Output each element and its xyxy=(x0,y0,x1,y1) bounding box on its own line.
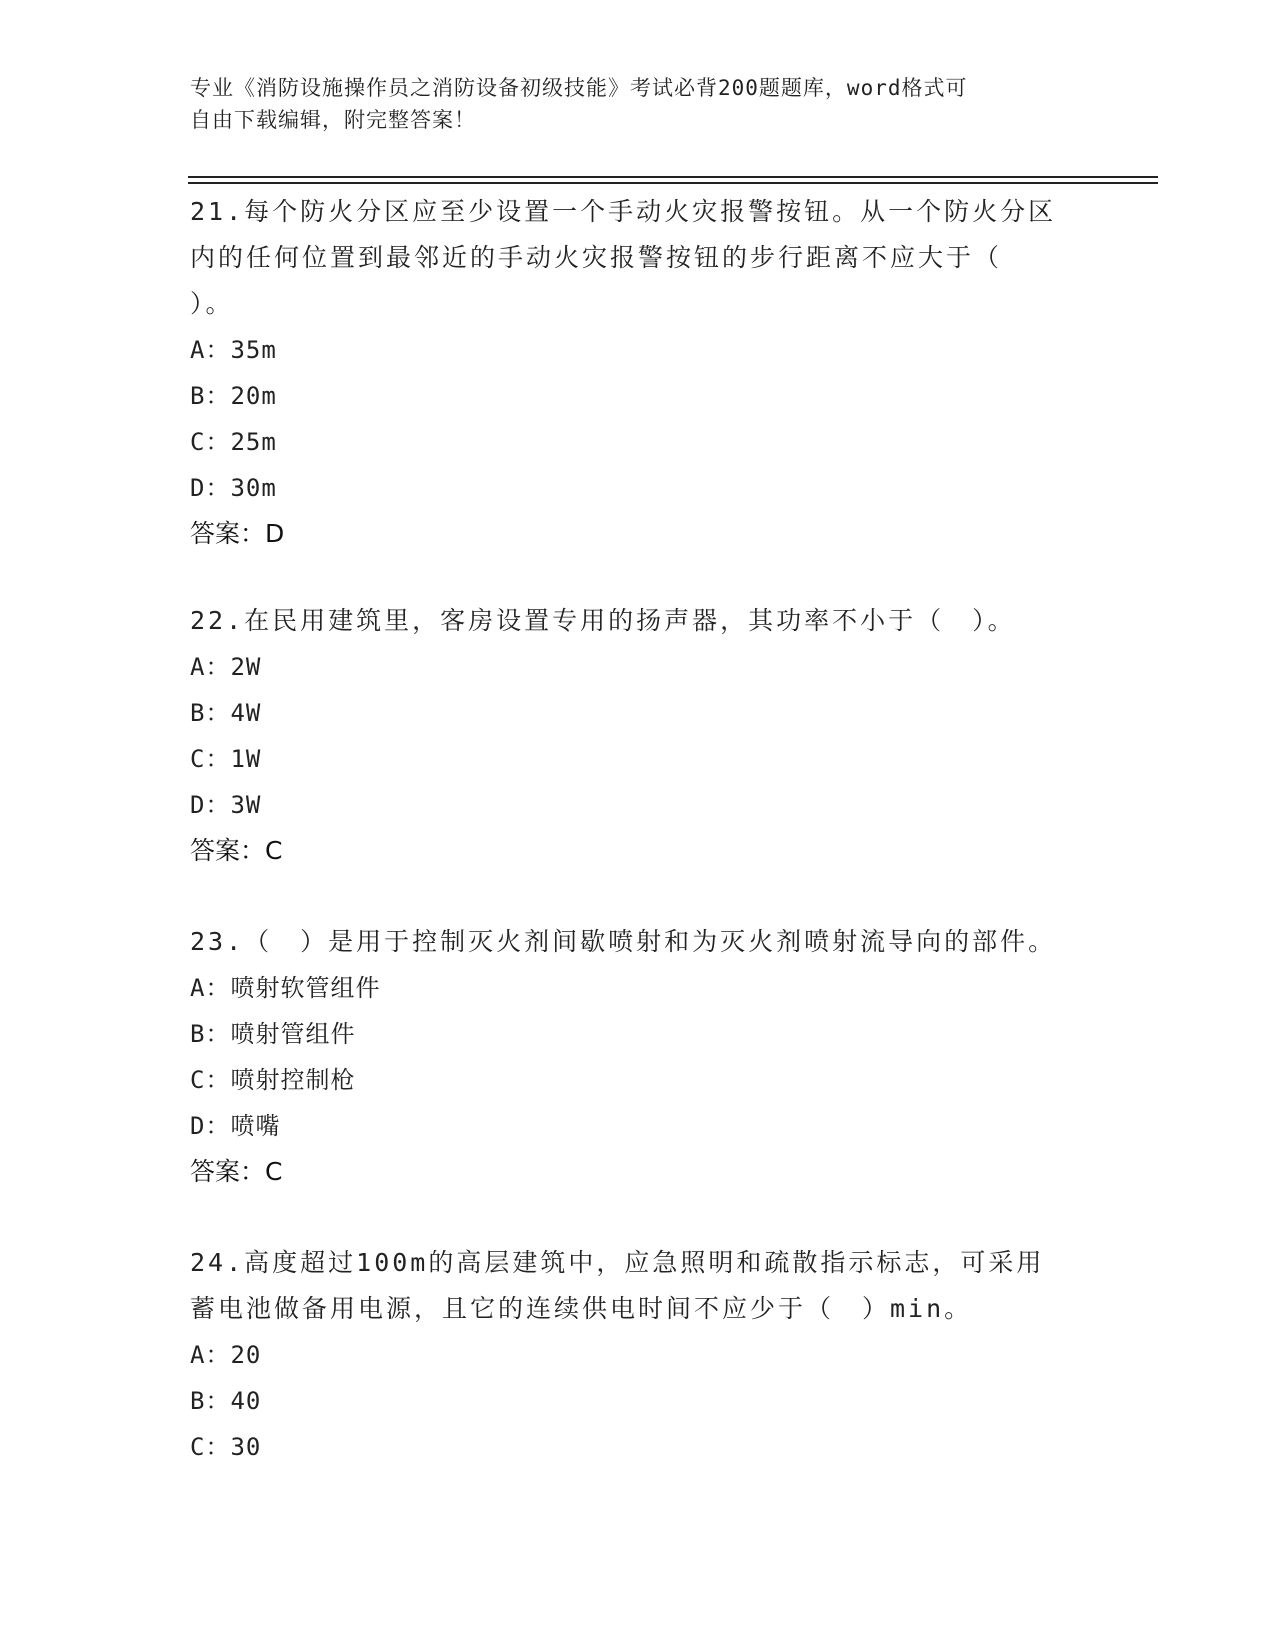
question-stem xyxy=(190,1240,1090,1332)
question-stem xyxy=(190,598,1090,644)
header-divider-bottom xyxy=(188,182,1158,184)
question-stem xyxy=(190,189,1090,327)
answer: 答案：D xyxy=(190,519,285,548)
option-a: A：20 xyxy=(190,1341,262,1369)
stem-line: 23.（ ）是用于控制灭火剂间歇喷射和为灭火剂喷射流导向的部件。 xyxy=(190,927,1057,956)
answer: 答案：C xyxy=(190,1157,283,1186)
option-b: B：喷射管组件 xyxy=(190,1020,356,1048)
question-stem xyxy=(190,919,1090,965)
option-d: D：3W xyxy=(190,791,262,819)
header-divider-top xyxy=(188,176,1158,178)
option-list xyxy=(190,644,1090,828)
option-c: C：1W xyxy=(190,745,262,773)
option-a: A：2W xyxy=(190,653,262,681)
option-d: D：喷嘴 xyxy=(190,1112,281,1140)
option-d: D：30m xyxy=(190,474,277,502)
option-a: A：喷射软管组件 xyxy=(190,974,381,1002)
question-22 xyxy=(190,598,1090,874)
question-23 xyxy=(190,919,1090,1195)
option-list xyxy=(190,965,1090,1149)
stem-line: 内的任何位置到最邻近的手动火灾报警按钮的步行距离不应大于（ xyxy=(190,243,1003,272)
option-a: A：35m xyxy=(190,336,277,364)
option-list xyxy=(190,1332,1090,1470)
option-b: B：4W xyxy=(190,699,262,727)
document-header xyxy=(190,72,1090,136)
stem-line: 24.高度超过100m的高层建筑中，应急照明和疏散指示标志，可采用 xyxy=(190,1248,1045,1277)
option-c: C：25m xyxy=(190,428,277,456)
header-line-1: 专业《消防设施操作员之消防设备初级技能》考试必背200题题库，word格式可 xyxy=(190,76,968,100)
option-b: B：40 xyxy=(190,1387,262,1415)
stem-line: 22.在民用建筑里，客房设置专用的扬声器，其功率不小于（ ）。 xyxy=(190,606,1016,635)
question-24 xyxy=(190,1240,1090,1470)
stem-line: 21.每个防火分区应至少设置一个手动火灾报警按钮。从一个防火分区 xyxy=(190,197,1057,226)
stem-line: ）。 xyxy=(190,289,234,318)
header-line-2: 自由下载编辑，附完整答案！ xyxy=(190,108,476,132)
question-21 xyxy=(190,189,1090,557)
answer: 答案：C xyxy=(190,836,283,865)
stem-line: 蓄电池做备用电源，且它的连续供电时间不应少于（ ）min。 xyxy=(190,1294,973,1323)
option-c: C：30 xyxy=(190,1433,262,1461)
option-c: C：喷射控制枪 xyxy=(190,1066,356,1094)
option-b: B：20m xyxy=(190,382,277,410)
option-list xyxy=(190,327,1090,511)
